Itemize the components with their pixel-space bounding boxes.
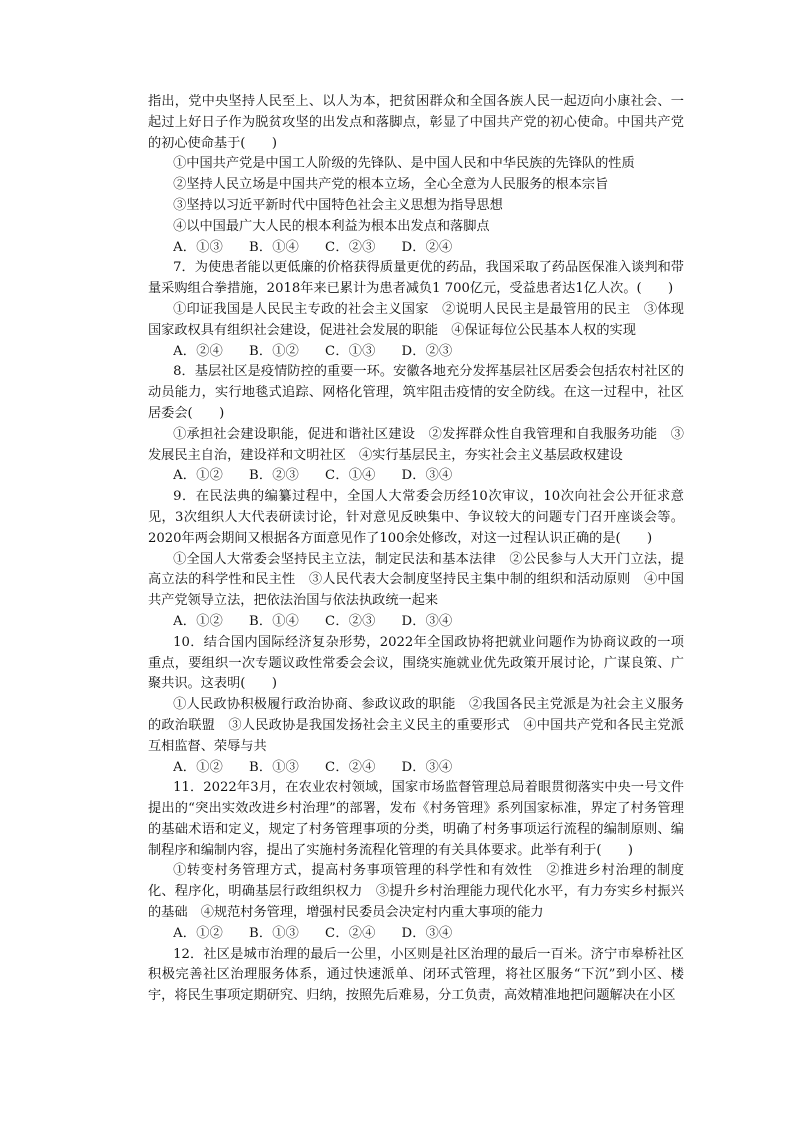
q8-option-a: A．①② (173, 468, 223, 484)
question-6-stem: 指出，党中央坚持人民至上、以人为本，把贫困群众和全国各族人民一起迈向小康社会、一起过上好日子作为脱贫攻坚的出发点和落脚点，彰显了中国共产党的初心使命。中国共产党的初心使命基于( ) (148, 94, 684, 151)
q11-statements: ①转变村务管理方式，提高村务事项管理的科学性和有效性 ②推进乡村治理的制度化、程序化，明确基层行政组织权力 ③提升乡村治理能力现代化水平，有力夯实乡村振兴的基础 ④规范村务管理，增强村民委员会决定村内重大事项的能力 (148, 863, 684, 921)
q11-option-c: C．②④ (325, 925, 376, 941)
q6-statement-1: ①中国共产党是中国工人阶级的先锋队、是中国人民和中华民族的先锋队的性质 (173, 156, 635, 172)
question-11-stem: 11．2022年3月，在农业农村领域，国家市场监督管理总局着眼贯彻落实中央一号文件提出的“突出实效改进乡村治理”的部署，发布《村务管理》系列国家标准，界定了村务管理的基础术语和定义，规定了村务管理事项的分类，明确了村务事项运行流程的编制原则、编制程序和编制内容，提出了实施村务流程化管理的有关具体要求。此举有利于( ) (148, 780, 684, 858)
q10-answer-options (148, 758, 684, 779)
q9-option-b: B．①④ (248, 613, 300, 629)
q11-option-d: D．③④ (401, 925, 453, 941)
q11-option-b: B．①③ (248, 925, 300, 941)
q10-option-d: D．③④ (401, 759, 453, 775)
q11-option-a: A．①② (173, 925, 223, 941)
q8-option-c: C．①④ (325, 468, 376, 484)
q7-option-c: C．①③ (325, 343, 376, 359)
q9-statements: ①全国人大常委会坚持民主立法，制定民法和基本法律 ②公民参与人大开门立法，提高立法的科学性和民主性 ③人民代表大会制度坚持民主集中制的组织和活动原则 ④中国共产党领导立法，把依法治国与依法执政统一起来 (148, 551, 684, 609)
q6-option-d: D．②④ (401, 239, 453, 255)
q6-option-b: B．①④ (248, 239, 300, 255)
q8-option-d: D．③④ (401, 468, 453, 484)
q9-option-a: A．①② (173, 613, 223, 629)
q6-statement-4: ④以中国最广大人民的根本利益为根本出发点和落脚点 (173, 218, 490, 234)
q7-statements: ①印证我国是人民民主专政的社会主义国家 ②说明人民民主是最管用的民主 ③体现国家政权具有组织社会建设，促进社会发展的职能 ④保证每位公民基本人权的实现 (148, 301, 684, 338)
question-12-stem: 12．社区是城市治理的最后一公里，小区则是社区治理的最后一百米。济宁市皋桥社区积极完善社区治理服务体系，通过快速派单、闭环式管理，将社区服务“下沉”到小区、楼宇，将民生事项定期研究、归纳，按照先后难易，分工负责，高效精准地把问题解决在小区 (148, 946, 684, 1004)
q9-option-d: D．③④ (401, 613, 453, 629)
q6-statement-3: ③坚持以习近平新时代中国特色社会主义思想为指导思想 (173, 197, 503, 213)
question-10-stem: 10．结合国内国际经济复杂形势，2022年全国政协将把就业问题作为协商议政的一项重点，要组织一次专题议政性常委会会议，围绕实施就业优先政策开展讨论，广谋良策、广聚共识。这表明( ) (148, 634, 684, 692)
question-9-stem: 9．在民法典的编纂过程中，全国人大常委会历经10次审议，10次向社会公开征求意见，3次组织人大代表研读讨论，针对意见反映集中、争议较大的问题专门召开座谈会等。2020年两会期间又根据各方面意见作了100余处修改，对这一过程认识正确的是( ) (148, 489, 684, 546)
q6-option-c: C．②③ (325, 239, 376, 255)
q7-option-d: D．②③ (401, 343, 453, 359)
q7-option-a: A．②④ (173, 343, 223, 359)
q9-answer-options (148, 612, 684, 633)
q10-option-b: B．①③ (248, 759, 300, 775)
q7-answer-options (148, 342, 684, 363)
q6-statement-2: ②坚持人民立场是中国共产党的根本立场，全心全意为人民服务的根本宗旨 (173, 177, 609, 193)
question-7-stem: 7．为使患者能以更低廉的价格获得质量更优的药品，我国采取了药品医保准入谈判和带量采购组合拳措施，2018年来已累计为患者减负1 700亿元，受益患者达1亿人次。( ) (148, 260, 684, 297)
q8-answer-options (148, 466, 684, 487)
question-8-stem: 8．基层社区是疫情防控的重要一环。安徽各地充分发挥基层社区居委会包括农村社区的动员能力，实行地毯式追踪、网格化管理，筑牢阻击疫情的安全防线。在这一过程中，社区居委会( ) (148, 364, 684, 421)
q8-statements: ①承担社会建设职能，促进和谐社区建设 ②发挥群众性自我管理和自我服务功能 ③发展民主自治，建设祥和文明社区 ④实行基层民主，夯实社会主义基层政权建设 (148, 426, 684, 463)
q6-option-a: A．①③ (173, 239, 223, 255)
q10-option-c: C．②④ (325, 759, 376, 775)
q8-option-b: B．②③ (248, 468, 300, 484)
q10-option-a: A．①② (173, 759, 223, 775)
q11-answer-options (148, 924, 684, 945)
q6-answer-options (148, 238, 684, 259)
q9-option-c: C．②③ (325, 613, 376, 629)
q7-option-b: B．①② (248, 343, 300, 359)
q10-statements: ①人民政协积极履行政治协商、参政议政的职能 ②我国各民主党派是为社会主义服务的政治联盟 ③人民政协是我国发扬社会主义民主的重要形式 ④中国共产党和各民主党派互相监督、荣辱与共 (148, 697, 684, 754)
